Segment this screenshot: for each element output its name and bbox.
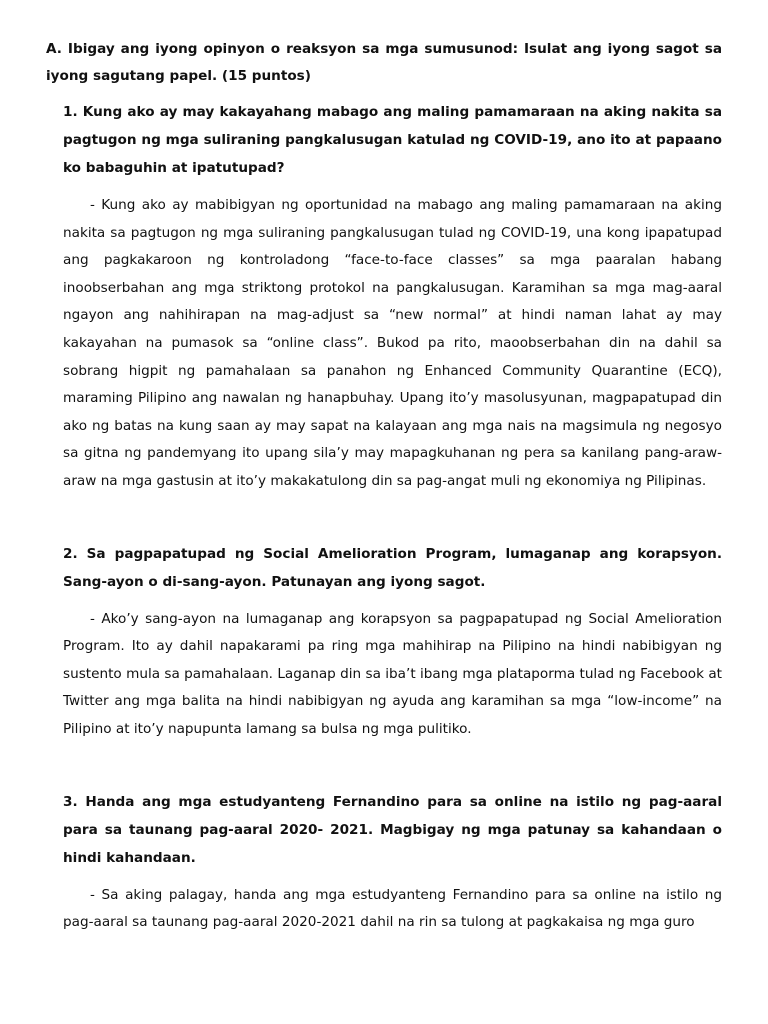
answer-1: - Kung ako ay mabibigyan ng oportunidad na mabago ang maling pamamaraan na aking nakita sa pagtugon ng mga suliraning pangkalusugan tulad ng COVID-19, una kong ipapatupad ang pagkakaroon ng kontroladong “face-to-face classes” sa mga paaralan habang inoobserbahan ang mga striktong protokol na pangkalusugan. Karamihan sa mga mag-aaral ngayon ang nahihirapan na mag-adjust sa “new normal” at hindi naman lahat ay may kakayahan na pumasok sa “online class”. Bukod pa rito, maoobserbahan din na dahil sa sobrang higpit ng pamahalaan sa panahon ng Enhanced Community Quarantine (ECQ), maraming Pilipino ang nawalan ng hanapbuhay. Upang ito’y masolusyunan, magpapatupad din ako ng batas na kung saan ay may sapat na kalayaan ang mga nais na magsimula ng negosyo sa gitna ng pandemyang ito upang sila’y may mapagkuhanan ng pera sa kanilang pang-araw-araw na mga gastusin at ito’y makakatulong din sa pag-angat muli ng ekonomiya ng Pilipinas. bbox=[63, 197, 722, 489]
question-2: 2. Sa pagpapatupad ng Social Amelioration Program, lumaganap ang korapsyon. Sang-ayon o di-sang-ayon. Patunayan ang iyong sagot. bbox=[63, 545, 722, 590]
spacer bbox=[46, 744, 722, 788]
answer-2: - Ako’y sang-ayon na lumaganap ang korapsyon sa pagpapatupad ng Social Amelioration Program. Ito ay dahil napakarami pa ring mga mahihirap na Pilipino na hindi nabibigyan ng sustento mula sa pamahalaan. Laganap din sa iba’t ibang mga plataporma tulad ng Facebook at Twitter ang mga balita na hindi nabibigyan ng ayuda ang karamihan sa mga “low-income” na Pilipino at ito’y napupunta lamang sa bulsa ng mga pulitiko. bbox=[63, 610, 722, 737]
answer-3: - Sa aking palagay, handa ang mga estudyanteng Fernandino para sa online na istilo ng pag-aaral sa taunang pag-aaral 2020-2021 dahil na rin sa tulong at pagkakaisa ng mga guro bbox=[63, 886, 722, 931]
question-3: 3. Handa ang mga estudyanteng Fernandino para sa online na istilo ng pag-aaral para sa taunang pag-aaral 2020- 2021. Magbigay ng mga patunay sa kahandaan o hindi kahandaan. bbox=[63, 793, 722, 866]
section-heading: A. Ibigay ang iyong opinyon o reaksyon sa mga sumusunod: Isulat ang iyong sagot sa iyong sagutang papel. (15 puntos) bbox=[46, 41, 722, 84]
spacer bbox=[46, 496, 722, 540]
question-1: 1. Kung ako ay may kakayahang mabago ang maling pamamaraan na aking nakita sa pagtugon ng mga suliraning pangkalusugan katulad ng COVID-19, ano ito at papaano ko babaguhin at ipatutupad? bbox=[63, 104, 722, 176]
